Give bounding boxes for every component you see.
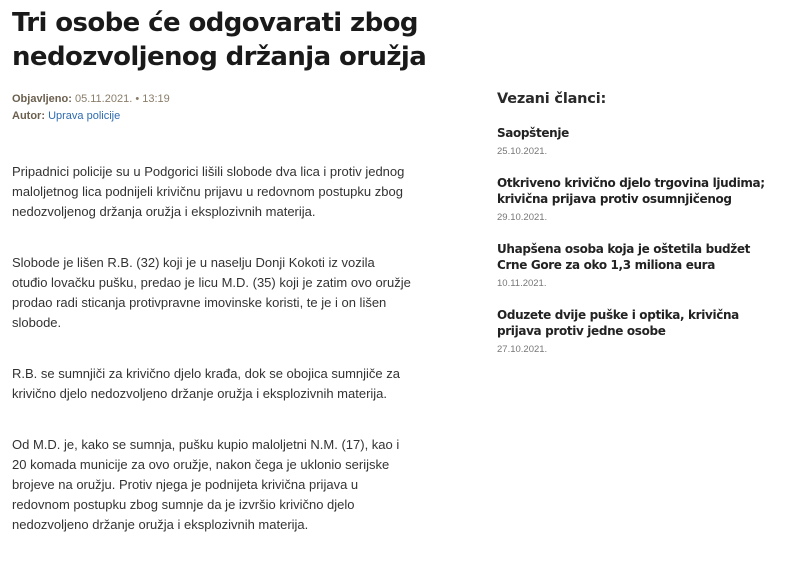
published-value: 05.11.2021. • 13:19 <box>74 93 170 105</box>
related-article-item <box>497 125 767 159</box>
related-article-item <box>497 175 767 225</box>
related-article-date: 27.10.2021. <box>497 344 548 355</box>
article-paragraph: R.B. se sumnjiči za krivično djelo krađa, dok se obojica sumnjiče za krivično djelo nedozvoljeno držanje oružja i eksplozivnih materija. <box>12 366 401 401</box>
published-line <box>12 91 170 108</box>
related-article-date: 25.10.2021. <box>497 146 548 157</box>
author-line <box>12 108 170 125</box>
related-article-link[interactable]: Saopštenje <box>497 126 569 140</box>
published-label: Objavljeno: <box>12 93 72 105</box>
related-article-item <box>497 307 767 357</box>
related-article-link[interactable]: Uhapšena osoba koja je oštetila budžet Crne Gore za oko 1,3 miliona eura <box>497 242 751 272</box>
article-meta <box>12 91 170 125</box>
author-label: Autor: <box>12 110 45 122</box>
article-title: Tri osobe će odgovarati zbog nedozvoljenog držanja oružja <box>12 8 427 72</box>
author-link[interactable]: Uprava policije <box>48 110 121 122</box>
related-article-date: 29.10.2021. <box>497 212 548 223</box>
article-body <box>12 162 412 566</box>
article-paragraph: Slobode je lišen R.B. (32) koji je u naselju Donji Kokoti iz vozila otuđio lovačku pušku, predao je licu M.D. (35) koji je zatim ovo oružje prodao radi sticanja protivpravne imovinske koristi, te je i on lišen slobode. <box>12 255 411 330</box>
related-article-link[interactable]: Oduzete dvije puške i optika, krivična prijava protiv jedne osobe <box>497 308 739 338</box>
article-paragraph: Od M.D. je, kako se sumnja, pušku kupio maloljetni N.M. (17), kao i 20 komada municije za ovo oružje, nakon čega je uklonio serijske brojeve na oružju. Protiv njega je podnijeta krivična prijava u redovnom postupku zbog sumnje da je izvršio krivično djelo nedozvoljeno držanje oružja i eksplozivnih materija. <box>12 437 400 532</box>
related-article-link[interactable]: Otkriveno krivično djelo trgovina ljudima; krivična prijava protiv osumnjičenog <box>497 176 765 206</box>
related-article-item <box>497 241 767 291</box>
related-article-date: 10.11.2021. <box>497 278 547 289</box>
article-paragraph: Pripadnici policije su u Podgorici lišili slobode dva lica i protiv jednog maloljetnog lica podnijeli krivičnu prijavu u redovnom postupku zbog nedozvoljenog držanja oružja i eksplozivnih materija. <box>12 164 405 219</box>
related-articles-list <box>497 125 767 357</box>
related-articles-heading: Vezani članci: <box>497 91 607 107</box>
related-articles-sidebar <box>497 88 767 373</box>
